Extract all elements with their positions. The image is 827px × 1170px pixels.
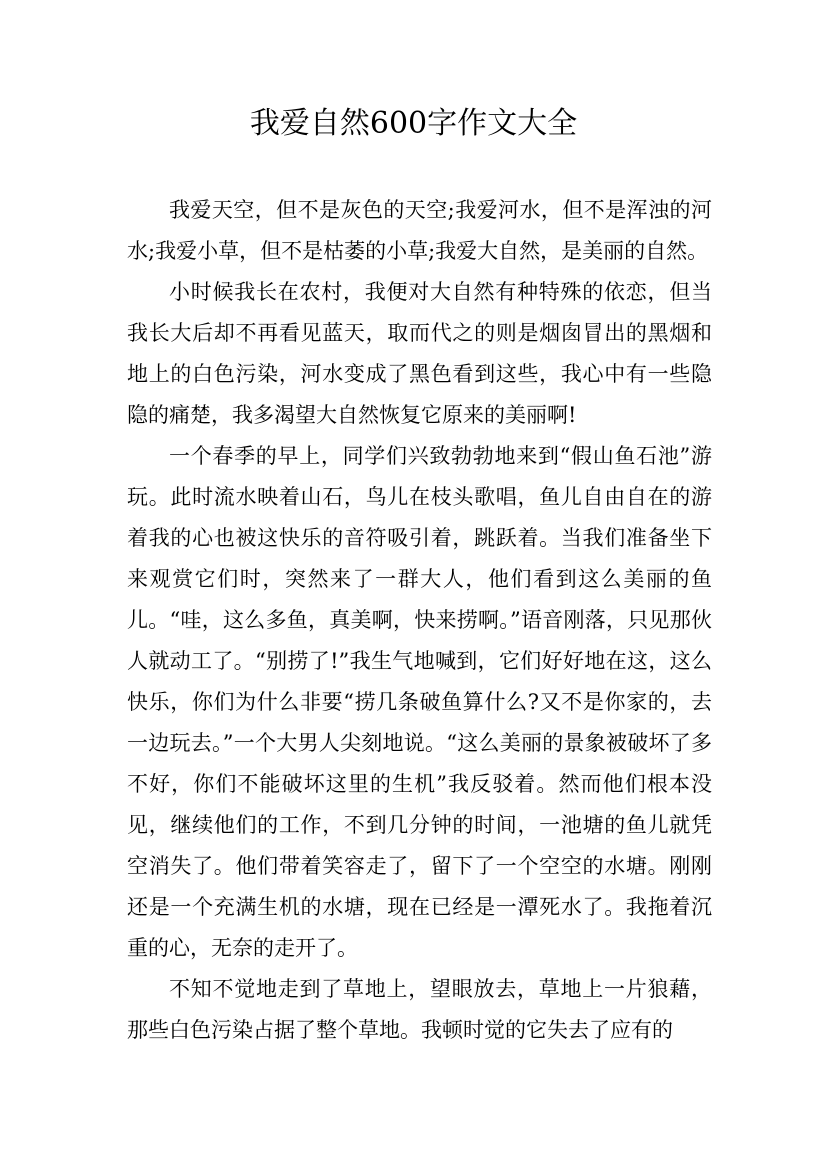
paragraph: 小时候我长在农村，我便对大自然有种特殊的依恋，但当我长大后却不再看见蓝天，取而代之的则是烟囱冒出的黑烟和地上的白色污染，河水变成了黑色看到这些，我心中有一些隐隐的痛楚，我多渴望大自然恢复它原来的美丽啊! (127, 280, 712, 427)
paragraph: 我爱天空，但不是灰色的天空;我爱河水，但不是浑浊的河水;我爱小草，但不是枯萎的小草;我爱大自然，是美丽的自然。 (127, 198, 712, 263)
paragraph: 不知不觉地走到了草地上，望眼放去，草地上一片狼藉，那些白色污染占据了整个草地。我顿时觉的它失去了应有的 (127, 977, 712, 1042)
document-body (127, 190, 712, 1051)
paragraph: 一个春季的早上，同学们兴致勃勃地来到“假山鱼石池”游玩。此时流水映着山石，鸟儿在枝头歌唱，鱼儿自由自在的游着我的心也被这快乐的音符吸引着，跳跃着。当我们准备坐下来观赏它们时，突然来了一群大人，他们看到这么美丽的鱼儿。“哇，这么多鱼，真美啊，快来捞啊。”语音刚落，只见那伙人就动工了。“别捞了!”我生气地喊到，它们好好地在这，这么快乐，你们为什么非要“捞几条破鱼算什么?又不是你家的，去一边玩去。”一个大男人尖刻地说。“这么美丽的景象被破坏了多不好，你们不能破坏这里的生机”我反驳着。然而他们根本没见，继续他们的工作，不到几分钟的时间，一池塘的鱼儿就凭空消失了。他们带着笑容走了，留下了一个空空的水塘。刚刚还是一个充满生机的水塘，现在已经是一潭死水了。我拖着沉重的心，无奈的走开了。 (127, 444, 712, 960)
document-title: 我爱自然600字作文大全 (249, 106, 578, 141)
